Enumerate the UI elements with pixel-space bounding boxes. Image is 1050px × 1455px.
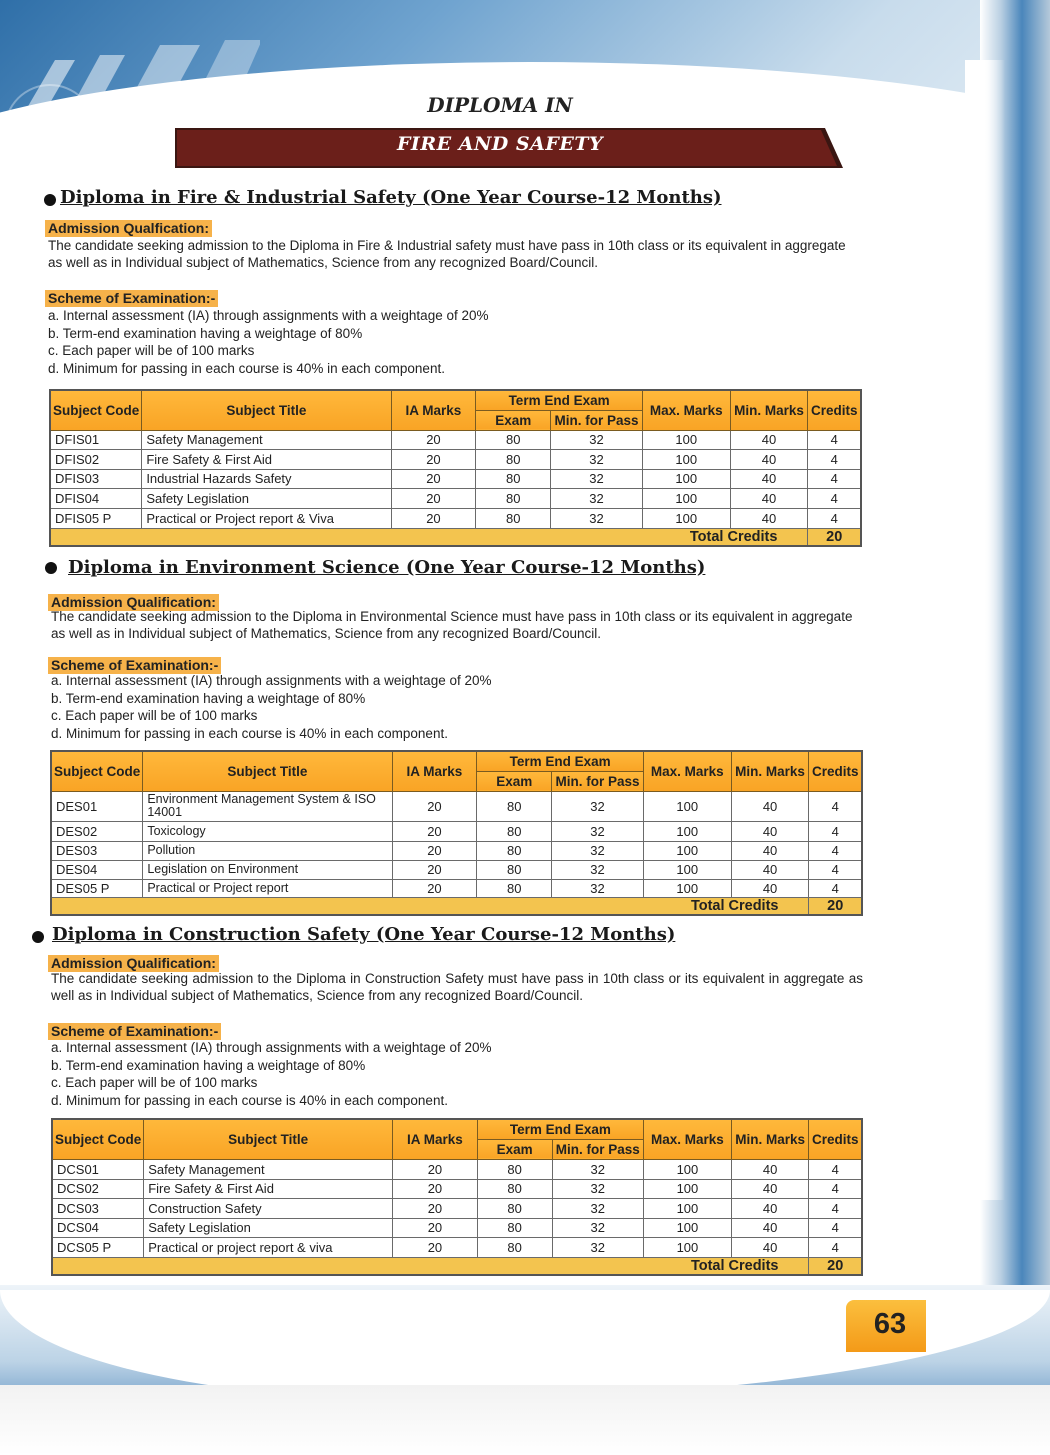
- table-row: [51, 879, 862, 897]
- cell-ia: 20: [392, 860, 477, 879]
- cell-ia: 20: [393, 1198, 478, 1218]
- banner-title: FIRE AND SAFETY: [396, 133, 604, 155]
- col-header-code: Subject Code: [51, 751, 143, 791]
- table-row: [52, 1237, 862, 1257]
- cell-ia: 20: [393, 1218, 478, 1237]
- col-header-title: Subject Title: [142, 390, 391, 430]
- scheme-item: b. Term-end examination having a weightage of 80%: [48, 325, 363, 341]
- col-header-exam: Exam: [476, 410, 551, 430]
- cell-code: DES02: [51, 821, 143, 841]
- cell-min: 40: [731, 841, 809, 860]
- course-table: [49, 389, 862, 547]
- col-header-credits: Credits: [809, 751, 862, 791]
- cell-code: DCS02: [52, 1179, 144, 1198]
- cell-code: DES04: [51, 860, 143, 879]
- cell-exam: 80: [476, 469, 551, 488]
- admission-text: The candidate seeking admission to the Diploma in Fire & Industrial safety must have pass in 10th class or its equivalent in aggregate as well as in Individual subject of Mathematics, Science from any recognized Board/Council.: [48, 238, 846, 270]
- cell-credits: 4: [809, 791, 862, 821]
- cell-title: Environment Management System & ISO 14001: [143, 791, 392, 821]
- cell-exam: 80: [477, 879, 552, 897]
- cell-min: 40: [731, 1237, 809, 1257]
- table-row: [50, 430, 861, 449]
- total-credits-label: Total Credits: [50, 528, 808, 546]
- cell-exam: 80: [477, 791, 552, 821]
- cell-minpass: 32: [552, 1179, 644, 1198]
- cell-ia: 20: [392, 791, 477, 821]
- cell-ia: 20: [393, 1237, 478, 1257]
- cell-credits: 4: [809, 1159, 862, 1179]
- cell-credits: 4: [809, 841, 862, 860]
- cell-max: 100: [644, 1198, 732, 1218]
- cell-code: DCS01: [52, 1159, 144, 1179]
- cell-exam: 80: [476, 430, 551, 449]
- bullet-icon: [45, 562, 57, 574]
- cell-ia: 20: [393, 1179, 478, 1198]
- cell-code: DFIS05 P: [50, 508, 142, 528]
- col-header-ia: IA Marks: [392, 751, 477, 791]
- col-header-credits: Credits: [809, 1119, 862, 1159]
- cell-title: Safety Management: [142, 430, 391, 449]
- col-header-code: Subject Code: [50, 390, 142, 430]
- cell-max: 100: [642, 430, 730, 449]
- cell-title: Practical or Project report & Viva: [142, 508, 391, 528]
- cell-max: 100: [644, 1237, 732, 1257]
- cell-code: DCS03: [52, 1198, 144, 1218]
- cell-exam: 80: [476, 449, 551, 469]
- cell-min: 40: [731, 860, 809, 879]
- col-header-max: Max. Marks: [644, 1119, 732, 1159]
- total-credits-value: 20: [809, 897, 862, 915]
- section-heading: Diploma in Environment Science (One Year Course-12 Months): [68, 557, 706, 578]
- cell-title: Industrial Hazards Safety: [142, 469, 391, 488]
- cell-max: 100: [642, 508, 730, 528]
- cell-minpass: 32: [552, 791, 644, 821]
- scheme-item: b. Term-end examination having a weightage of 80%: [51, 1057, 366, 1073]
- cell-minpass: 32: [552, 821, 644, 841]
- cell-max: 100: [643, 860, 731, 879]
- cell-title: Safety Legislation: [142, 488, 391, 508]
- admission-label: Admission Qualification:: [48, 594, 219, 611]
- cell-credits: 4: [809, 1218, 862, 1237]
- cell-minpass: 32: [551, 488, 643, 508]
- scheme-label: Scheme of Examination:-: [45, 290, 218, 307]
- col-header-min: Min. Marks: [730, 390, 808, 430]
- cell-exam: 80: [477, 1237, 552, 1257]
- cell-credits: 4: [809, 879, 862, 897]
- cell-exam: 80: [477, 1179, 552, 1198]
- cell-min: 40: [731, 1198, 809, 1218]
- cell-minpass: 32: [552, 1218, 644, 1237]
- cell-min: 40: [730, 449, 808, 469]
- cell-exam: 80: [477, 1218, 552, 1237]
- col-header-max: Max. Marks: [643, 751, 731, 791]
- total-credits-value: 20: [809, 1257, 862, 1275]
- cell-exam: 80: [476, 488, 551, 508]
- col-header-max: Max. Marks: [642, 390, 730, 430]
- cell-title: Toxicology: [143, 821, 392, 841]
- cell-exam: 80: [477, 1159, 552, 1179]
- cell-exam: 80: [477, 1198, 552, 1218]
- table-row: [50, 508, 861, 528]
- total-row: [50, 528, 861, 546]
- cell-credits: 4: [809, 1179, 862, 1198]
- table-row: [52, 1159, 862, 1179]
- table-row: [50, 469, 861, 488]
- scheme-list: [48, 307, 488, 377]
- scheme-item: c. Each paper will be of 100 marks: [48, 343, 255, 358]
- cell-ia: 20: [391, 430, 476, 449]
- cell-code: DFIS04: [50, 488, 142, 508]
- cell-credits: 4: [808, 449, 861, 469]
- cell-title: Legislation on Environment: [143, 860, 392, 879]
- cell-minpass: 32: [552, 879, 644, 897]
- table-row: [50, 488, 861, 508]
- scheme-item: c. Each paper will be of 100 marks: [51, 708, 258, 723]
- cell-minpass: 32: [551, 469, 643, 488]
- cell-ia: 20: [391, 449, 476, 469]
- cell-title: Construction Safety: [144, 1198, 393, 1218]
- cell-title: Fire Safety & First Aid: [144, 1179, 393, 1198]
- col-header-code: Subject Code: [52, 1119, 144, 1159]
- cell-code: DES01: [51, 791, 143, 821]
- scheme-list: [51, 672, 491, 742]
- admission-label: Admission Qualfication:: [45, 220, 212, 237]
- total-credits-value: 20: [808, 528, 861, 546]
- total-row: [52, 1257, 862, 1275]
- cell-title: Safety Management: [144, 1159, 393, 1179]
- col-header-exam: Exam: [477, 1139, 552, 1159]
- cell-ia: 20: [392, 841, 477, 860]
- cell-min: 40: [730, 508, 808, 528]
- col-header-term-end: Term End Exam: [476, 390, 643, 410]
- admission-text: The candidate seeking admission to the Diploma in Environmental Science must have pass in 10th class or its equivalent in aggregate as well as in Individual subject of Mathematics, Science from any recognized Board/Council.: [51, 609, 853, 641]
- cell-ia: 20: [393, 1159, 478, 1179]
- col-header-term-end: Term End Exam: [477, 751, 644, 771]
- col-header-term-end: Term End Exam: [477, 1119, 643, 1139]
- col-header-min-pass: Min. for Pass: [552, 771, 644, 791]
- cell-credits: 4: [809, 821, 862, 841]
- cell-credits: 4: [808, 488, 861, 508]
- col-header-title: Subject Title: [143, 751, 392, 791]
- cell-credits: 4: [808, 508, 861, 528]
- cell-max: 100: [644, 1159, 732, 1179]
- col-header-min-pass: Min. for Pass: [551, 410, 643, 430]
- page-number: 63: [873, 1308, 907, 1340]
- scheme-item: d. Minimum for passing in each course is 40% in each component.: [51, 725, 448, 741]
- cell-minpass: 32: [552, 841, 644, 860]
- cell-minpass: 32: [552, 1159, 644, 1179]
- cell-minpass: 32: [551, 508, 643, 528]
- cell-max: 100: [643, 841, 731, 860]
- cell-title: Fire Safety & First Aid: [142, 449, 391, 469]
- scheme-label: Scheme of Examination:-: [48, 1023, 221, 1040]
- table-row: [51, 860, 862, 879]
- cell-title: Practical or Project report: [143, 879, 392, 897]
- cell-max: 100: [642, 449, 730, 469]
- cell-code: DES05 P: [51, 879, 143, 897]
- cell-credits: 4: [809, 860, 862, 879]
- col-header-min-pass: Min. for Pass: [552, 1139, 644, 1159]
- scheme-item: b. Term-end examination having a weightage of 80%: [51, 690, 366, 706]
- cell-min: 40: [731, 1218, 809, 1237]
- cell-max: 100: [643, 791, 731, 821]
- cell-exam: 80: [477, 860, 552, 879]
- scheme-item: a. Internal assessment (IA) through assignments with a weightage of 20%: [48, 308, 489, 323]
- total-credits-label: Total Credits: [51, 897, 809, 915]
- cell-credits: 4: [808, 469, 861, 488]
- cell-ia: 20: [391, 488, 476, 508]
- cell-code: DCS05 P: [52, 1237, 144, 1257]
- cell-exam: 80: [476, 508, 551, 528]
- cell-ia: 20: [392, 821, 477, 841]
- cell-minpass: 32: [551, 449, 643, 469]
- col-header-title: Subject Title: [144, 1119, 393, 1159]
- cell-minpass: 32: [552, 860, 644, 879]
- cell-code: DFIS02: [50, 449, 142, 469]
- cell-min: 40: [731, 821, 809, 841]
- scheme-item: d. Minimum for passing in each course is 40% in each component.: [48, 360, 445, 376]
- cell-min: 40: [731, 1159, 809, 1179]
- table-row: [51, 841, 862, 860]
- course-table: [51, 1118, 863, 1276]
- col-header-ia: IA Marks: [391, 390, 476, 430]
- cell-minpass: 32: [551, 430, 643, 449]
- course-table: [50, 750, 863, 916]
- cell-code: DFIS03: [50, 469, 142, 488]
- cell-title: Practical or project report & viva: [144, 1237, 393, 1257]
- cell-title: Pollution: [143, 841, 392, 860]
- cell-min: 40: [730, 469, 808, 488]
- bullet-icon: [32, 931, 44, 943]
- col-header-exam: Exam: [477, 771, 552, 791]
- col-header-ia: IA Marks: [393, 1119, 478, 1159]
- col-header-min: Min. Marks: [731, 751, 809, 791]
- cell-credits: 4: [809, 1237, 862, 1257]
- section-heading: Diploma in Construction Safety (One Year Course-12 Months): [52, 924, 676, 945]
- admission-text: The candidate seeking admission to the Diploma in Construction Safety must have pass in 10th class or its equivalent in aggregate as well as in Individual subject of Mathematics, Science from any recognized Board/Council.: [51, 971, 863, 1003]
- cell-min: 40: [730, 430, 808, 449]
- cell-min: 40: [731, 791, 809, 821]
- cell-ia: 20: [392, 879, 477, 897]
- cell-exam: 80: [477, 821, 552, 841]
- cell-min: 40: [730, 488, 808, 508]
- total-row: [51, 897, 862, 915]
- cell-max: 100: [642, 469, 730, 488]
- admission-label: Admission Qualification:: [48, 955, 219, 972]
- section-heading: Diploma in Fire & Industrial Safety (One Year Course-12 Months): [60, 187, 722, 208]
- cell-title: Safety Legislation: [144, 1218, 393, 1237]
- cell-max: 100: [643, 821, 731, 841]
- scheme-item: c. Each paper will be of 100 marks: [51, 1075, 258, 1090]
- cell-minpass: 32: [552, 1237, 644, 1257]
- cell-minpass: 32: [552, 1198, 644, 1218]
- cell-credits: 4: [809, 1198, 862, 1218]
- cell-code: DFIS01: [50, 430, 142, 449]
- cell-exam: 80: [477, 841, 552, 860]
- scheme-list: [51, 1039, 491, 1109]
- table-row: [52, 1179, 862, 1198]
- cell-max: 100: [642, 488, 730, 508]
- cell-min: 40: [731, 879, 809, 897]
- cell-code: DCS04: [52, 1218, 144, 1237]
- cell-max: 100: [643, 879, 731, 897]
- cell-max: 100: [644, 1179, 732, 1198]
- col-header-credits: Credits: [808, 390, 861, 430]
- table-row: [51, 821, 862, 841]
- scheme-item: d. Minimum for passing in each course is 40% in each component.: [51, 1092, 448, 1108]
- table-row: [50, 449, 861, 469]
- table-row: [52, 1198, 862, 1218]
- col-header-min: Min. Marks: [731, 1119, 809, 1159]
- page-title: DIPLOMA IN: [427, 93, 573, 117]
- cell-credits: 4: [808, 430, 861, 449]
- cell-code: DES03: [51, 841, 143, 860]
- cell-ia: 20: [391, 508, 476, 528]
- cell-max: 100: [644, 1218, 732, 1237]
- bullet-icon: [44, 194, 56, 206]
- table-row: [52, 1218, 862, 1237]
- scheme-label: Scheme of Examination:-: [48, 657, 221, 674]
- scheme-item: a. Internal assessment (IA) through assignments with a weightage of 20%: [51, 673, 492, 688]
- table-row: [51, 791, 862, 821]
- scheme-item: a. Internal assessment (IA) through assignments with a weightage of 20%: [51, 1040, 492, 1055]
- cell-ia: 20: [391, 469, 476, 488]
- cell-min: 40: [731, 1179, 809, 1198]
- total-credits-label: Total Credits: [52, 1257, 809, 1275]
